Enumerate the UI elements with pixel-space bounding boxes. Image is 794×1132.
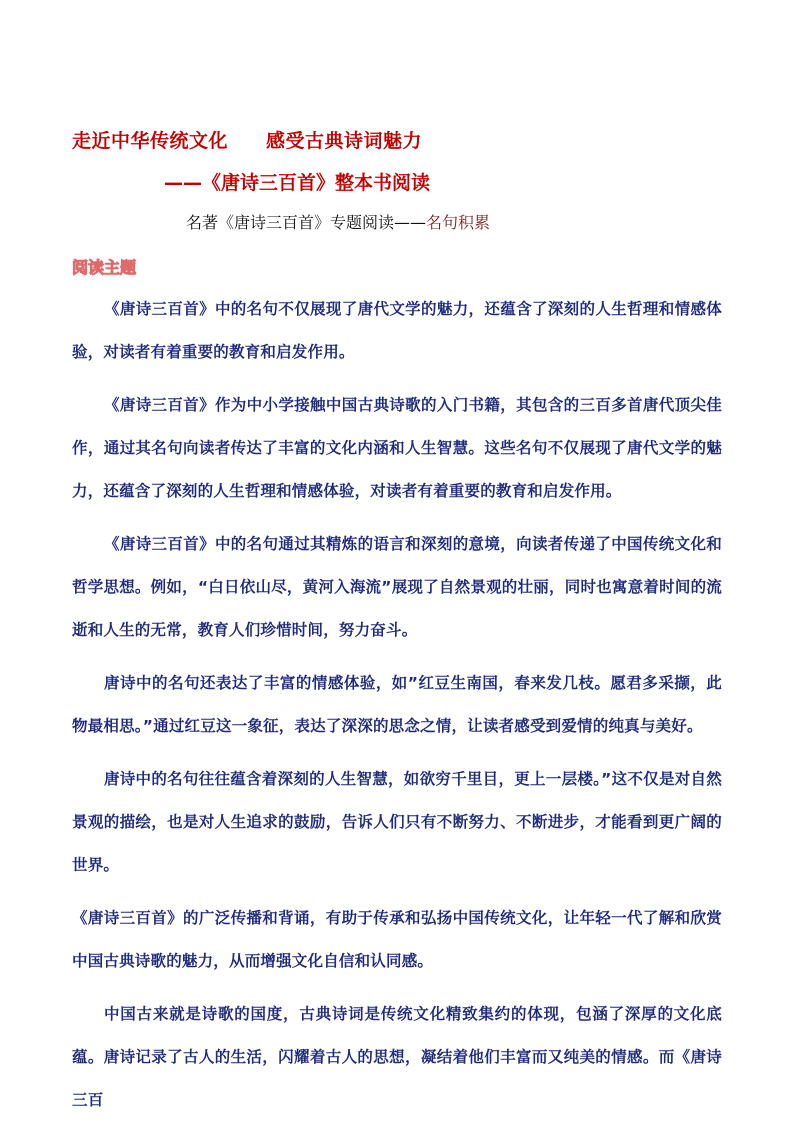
subtitle-main: 名著《唐诗三百首》专题阅读—— [186,213,427,232]
paragraph-2: 《唐诗三百首》作为中小学接触中国古典诗歌的入门书籍，其包含的三百多首唐代顶尖佳作，通过其名句向读者传达了丰富的文化内涵和人生智慧。这些名句不仅展现了唐代文学的魅力，还蕴含了深刻的人生哲理和情感体验，对读者有着重要的教育和启发作用。 [72,396,722,500]
document-title [72,126,422,153]
paragraph-1: 《唐诗三百首》中的名句不仅展现了唐代文学的魅力，还蕴含了深刻的人生哲理和情感体验，对读者有着重要的教育和启发作用。 [72,300,722,361]
paragraph-4: 唐诗中的名句还表达了丰富的情感体验，如”红豆生南国，春来发几枝。愿君多采撷，此物最相思。”通过红豆这一象征，表达了深深的思念之情，让读者感受到爱情的纯真与美好。 [72,674,722,735]
document-title-line-2: ——《唐诗三百首》整本书阅读 [164,172,431,194]
paragraph-3: 《唐诗三百首》中的名句通过其精炼的语言和深刻的意境，向读者传递了中国传统文化和哲学思想。例如，“白日依山尽，黄河入海流”展现了自然景观的壮丽，同时也寓意着时间的流逝和人生的无常，教育人们珍惜时间，努力奋斗。 [72,535,722,639]
document-body [72,288,722,1132]
paragraph-7: 中国古来就是诗歌的国度，古典诗词是传统文化精致集约的体现，包涵了深厚的文化底蕴。唐诗记录了古人的生活，闪耀着古人的思想，凝结着他们丰富而又纯美的情感。而《唐诗三百 [72,1005,722,1109]
title-part-2: 感受古典诗词魅力 [266,130,423,152]
paragraph-6: 《唐诗三百首》的广泛传播和背诵，有助于传承和弘扬中国传统文化，让年轻一代了解和欣赏中国古典诗歌的魅力，从而增强文化自信和认同感。 [72,909,722,970]
title-part-1: 走近中华传统文化 [72,130,229,152]
document-subtitle [186,210,490,233]
subtitle-accent: 名句积累 [426,213,491,232]
paragraph-5: 唐诗中的名句往往蕴含着深刻的人生智慧，如欲穷千里目，更上一层楼。”这不仅是对自然景观的描绘，也是对人生追求的鼓励，告诉人们只有不断努力、不断进步，才能看到更广阔的世界。 [72,770,722,874]
section-heading: 阅读主题 [72,258,137,277]
